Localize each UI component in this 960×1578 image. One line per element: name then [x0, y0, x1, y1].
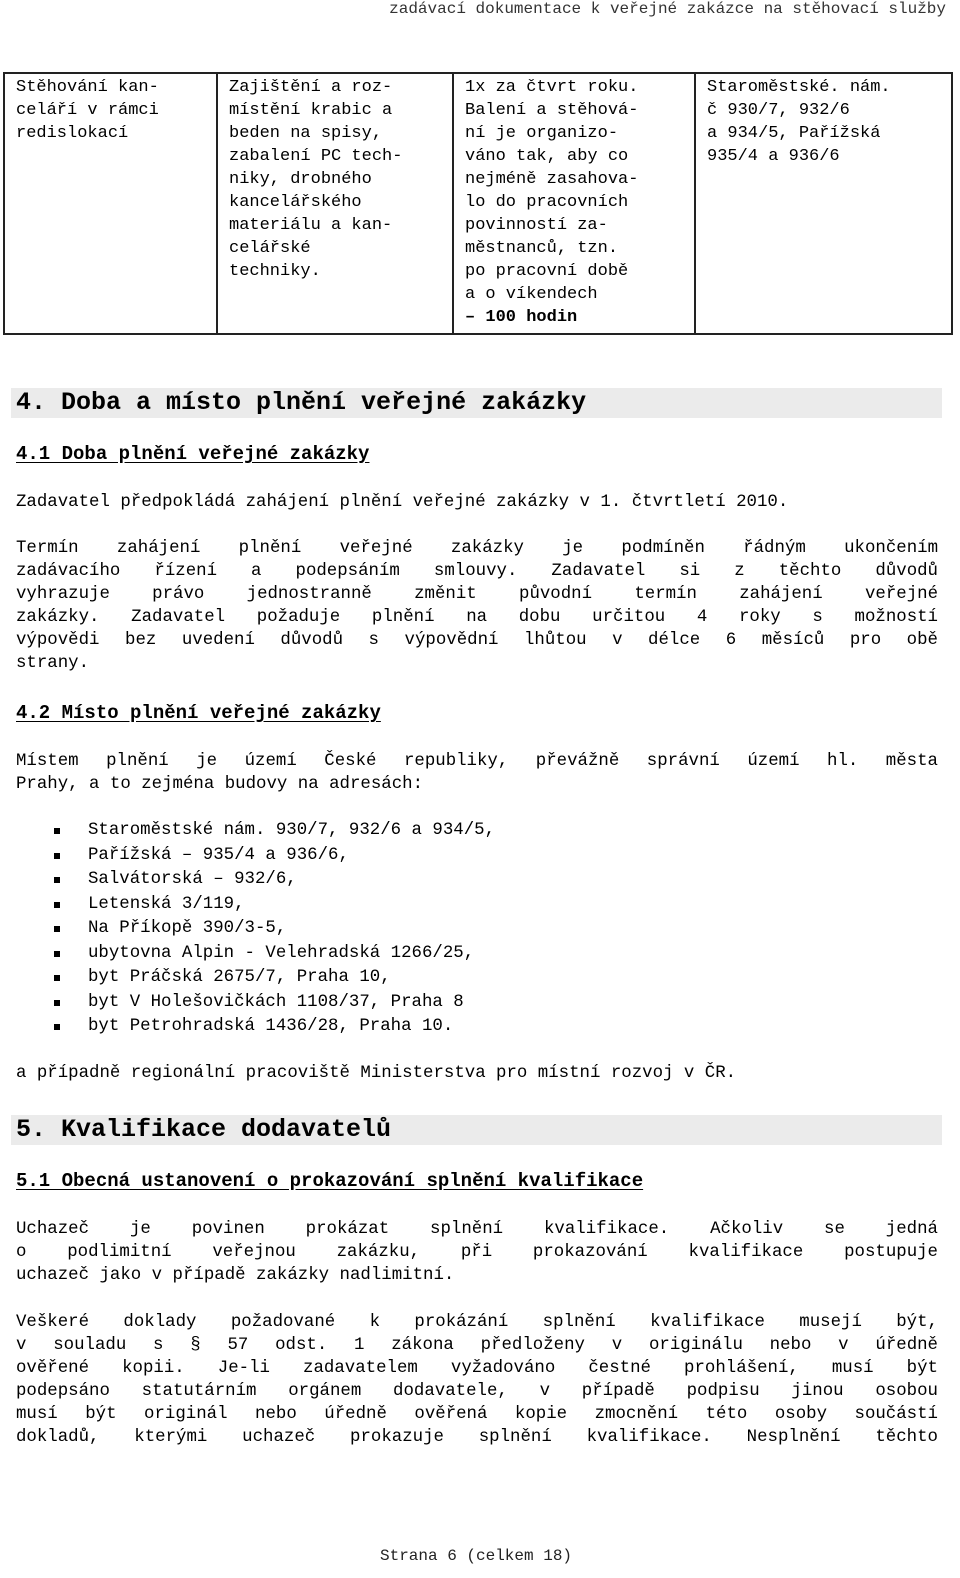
- cell-line: niky, drobného: [229, 170, 372, 189]
- cell-line: městnanců, tzn.: [465, 239, 619, 258]
- paragraph-line: Prahy, a to zejména budovy na adresách:: [16, 775, 424, 794]
- section-4-heading: [11, 388, 942, 418]
- paragraph-line: o podlimitní veřejnou zakázku, při prokazování kvalifikace postupuje: [16, 1243, 938, 1262]
- paragraph-line: Zadavatel předpokládá zahájení plnění veřejné zakázky v 1. čtvrtletí 2010.: [16, 493, 789, 512]
- cell-line: nejméně zasahova-: [465, 170, 639, 189]
- list-item: byt V Holešovičkách 1108/37, Praha 8: [16, 991, 495, 1016]
- subsection-4-2-heading: 4.2 Místo plnění veřejné zakázky: [16, 702, 381, 724]
- address-list: [16, 819, 495, 1040]
- subsection-5-1-heading: 5.1 Obecná ustanovení o prokazování splnění kvalifikace: [16, 1170, 644, 1192]
- hours-label: – 100 hodin: [465, 308, 578, 327]
- cell-line: ní je organizo-: [465, 124, 619, 143]
- paragraph-line: vyhrazuje právo jednostranně změnit původní termín zahájení veřejné: [16, 585, 938, 604]
- cell-line: materiálu a kan-: [229, 216, 393, 235]
- paragraph-line: Místem plnění je území České republiky, převážně správní území hl. města: [16, 752, 938, 771]
- cell-line: Zajištění a roz-: [229, 78, 393, 97]
- paragraph-start-date: [16, 491, 938, 514]
- cell-line: a o víkendech: [465, 285, 598, 304]
- section-4-title: 4. Doba a místo plnění veřejné zakázky: [16, 388, 587, 417]
- section-5-heading: [11, 1115, 942, 1145]
- list-item: Letenská 3/119,: [16, 893, 495, 918]
- service-table: [3, 72, 953, 335]
- paragraph-line: dokladů, kterými uchazeč prokazuje splnění kvalifikace. Nesplnění těchto: [16, 1428, 938, 1447]
- cell-line: a 934/5, Pařížská: [707, 124, 881, 143]
- cell-line: 1x za čtvrt roku.: [465, 78, 639, 97]
- list-item: Na Příkopě 390/3-5,: [16, 917, 495, 942]
- paragraph-documents: [16, 1311, 938, 1449]
- cell-line: 935/4 a 936/6: [707, 147, 840, 166]
- paragraph-line: zakázky. Zadavatel požaduje plnění na dobu určitou 4 roky s možností: [16, 608, 938, 627]
- cell-line: lo do pracovních: [465, 193, 629, 212]
- paragraph-line: a případně regionální pracoviště Ministerstva pro místní rozvoj v ČR.: [16, 1064, 737, 1083]
- cell-line: váno tak, aby co: [465, 147, 629, 166]
- cell-line: beden na spisy,: [229, 124, 383, 143]
- cell-line: celářské: [229, 239, 311, 258]
- paragraph-line: v souladu s § 57 odst. 1 zákona předloženy v originálu nebo v úředně: [16, 1336, 938, 1355]
- paragraph-regional: [16, 1062, 938, 1085]
- paragraph-line: Termín zahájení plnění veřejné zakázky je podmíněn řádným ukončením: [16, 539, 938, 558]
- list-item: Salvátorská – 932/6,: [16, 868, 495, 893]
- paragraph-line: ověřené kopii. Je-li zadavatelem vyžadováno čestné prohlášení, musí být: [16, 1359, 938, 1378]
- cell-line: redislokací: [16, 124, 129, 143]
- cell-line: Staroměstské. nám.: [707, 78, 891, 97]
- cell-line: č 930/7, 932/6: [707, 101, 850, 120]
- section-5-title: 5. Kvalifikace dodavatelů: [16, 1115, 392, 1144]
- cell-line: celáří v rámci: [16, 101, 159, 120]
- list-item: ubytovna Alpin - Velehradská 1266/25,: [16, 942, 495, 967]
- paragraph-line: podepsáno statutárním orgánem dodavatele, v případě podpisu jinou osobou: [16, 1382, 938, 1401]
- list-item: Staroměstské nám. 930/7, 932/6 a 934/5,: [16, 819, 495, 844]
- table-cell-description: [217, 73, 453, 334]
- paragraph-line: Uchazeč je povinen prokázat splnění kvalifikace. Ačkoliv se jedná: [16, 1220, 938, 1239]
- paragraph-line: uchazeč jako v případě zakázky nadlimitní.: [16, 1266, 455, 1285]
- list-item: byt Práčská 2675/7, Praha 10,: [16, 966, 495, 991]
- table-cell-service: [4, 73, 217, 334]
- cell-line: po pracovní době: [465, 262, 629, 281]
- cell-line: Balení a stěhová-: [465, 101, 639, 120]
- cell-line: techniky.: [229, 262, 321, 281]
- paragraph-place-intro: [16, 750, 938, 796]
- paragraph-term: [16, 537, 938, 675]
- cell-line: Stěhování kan-: [16, 78, 159, 97]
- list-item: byt Petrohradská 1436/28, Praha 10.: [16, 1015, 495, 1040]
- paragraph-qualification: [16, 1218, 938, 1287]
- table-cell-frequency: [453, 73, 695, 334]
- paragraph-line: strany.: [16, 654, 90, 673]
- list-item: Pařížská – 935/4 a 936/6,: [16, 844, 495, 869]
- table-row: [4, 73, 952, 334]
- page-footer: Strana 6 (celkem 18): [379, 1547, 573, 1565]
- cell-line: kancelářského: [229, 193, 362, 212]
- subsection-4-1-heading: 4.1 Doba plnění veřejné zakázky: [16, 443, 370, 465]
- paragraph-line: zadávacího řízení a podepsáním smlouvy. Zadavatel si z těchto důvodů: [16, 562, 938, 581]
- running-header: zadávací dokumentace k veřejné zakázce na stěhovací služby: [389, 0, 946, 18]
- table-cell-location: [695, 73, 952, 334]
- cell-line: povinností za-: [465, 216, 608, 235]
- cell-line: místění krabic a: [229, 101, 393, 120]
- paragraph-line: Veškeré doklady požadované k prokázání splnění kvalifikace musejí být,: [16, 1313, 938, 1332]
- paragraph-line: výpovědi bez uvedení důvodů s výpovědní lhůtou v délce 6 měsíců pro obě: [16, 631, 938, 650]
- paragraph-line: musí být originál nebo úředně ověřená kopie zmocnění této osoby součástí: [16, 1405, 938, 1424]
- cell-line: zabalení PC tech-: [229, 147, 403, 166]
